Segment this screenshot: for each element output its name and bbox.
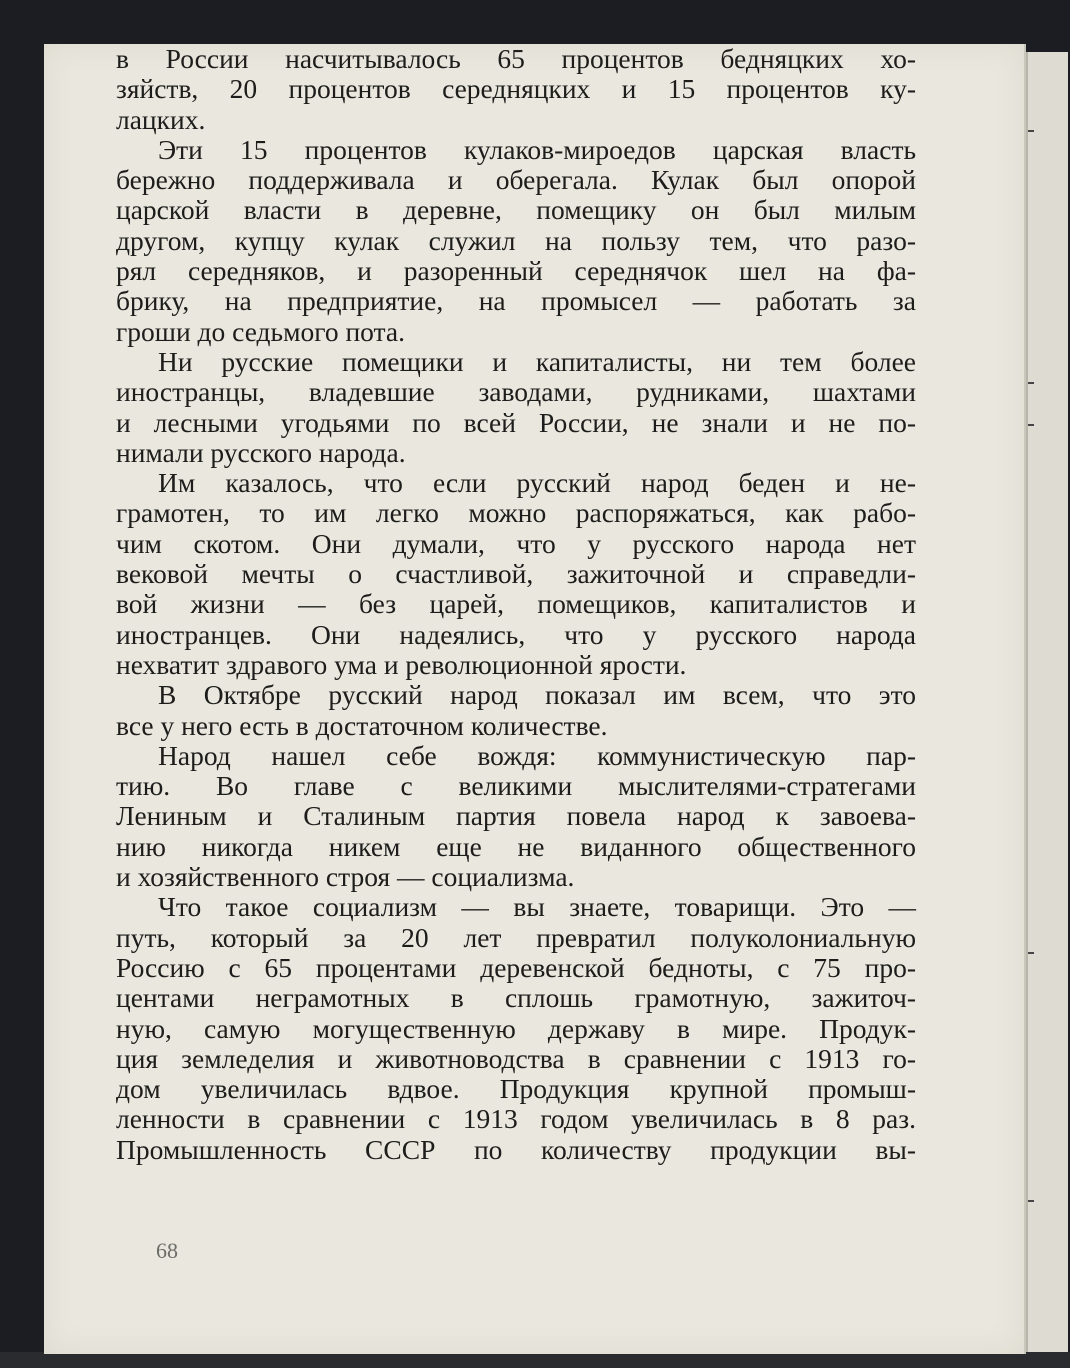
- page-edge-mark: [1028, 382, 1034, 384]
- text-line: другом, купцу кулак служил на пользу тем, что разо-: [116, 224, 916, 256]
- text-line: все у него есть в достаточном количестве.: [116, 709, 608, 741]
- page-number: 68: [156, 1238, 178, 1263]
- text-line: ную, самую могущественную державу в мире. Продук-: [116, 1012, 916, 1044]
- text-line: нию никогда никем еще не виданного общественного: [116, 830, 916, 862]
- text-line: нимали русского народа.: [116, 436, 406, 468]
- text-line: и хозяйственного строя — социализма.: [116, 861, 575, 893]
- text-line: Эти 15 процентов кулаков-мироедов царская власть: [158, 133, 916, 165]
- adjacent-page-edge: [1026, 52, 1068, 1352]
- text-line: брику, на предприятие, на промысел — работать за: [116, 285, 916, 317]
- scan-bottom-edge: [0, 1352, 1070, 1368]
- text-line: Промышленность СССР по количеству продукции вы-: [116, 1133, 916, 1165]
- text-line: ция земледелия и животноводства в сравнении с 1913 го-: [116, 1042, 916, 1074]
- page-edge-mark: [1028, 424, 1034, 426]
- text-line: чим скотом. Они думали, что у русского народа нет: [116, 527, 916, 559]
- text-line: лацких.: [116, 103, 206, 135]
- text-line: грамотен, то им легко можно распоряжаться, как рабо-: [116, 497, 916, 529]
- text-line: Ни русские помещики и капиталисты, ни тем более: [158, 345, 916, 377]
- text-line: и лесными угодьями по всей России, не знали и не по-: [116, 406, 916, 438]
- text-line: вековой мечты о счастливой, зажиточной и справедли-: [116, 558, 916, 590]
- text-line: Им казалось, что если русский народ беден и не-: [158, 467, 916, 499]
- text-line: дом увеличилась вдвое. Продукция крупной промыш-: [116, 1073, 916, 1105]
- text-line: зяйств, 20 процентов середняцких и 15 процентов ку-: [116, 73, 916, 105]
- page-edge-mark: [1028, 130, 1034, 132]
- text-line: рял середняков, и разоренный середнячок шел на фа-: [116, 255, 916, 287]
- page-edge-mark: [1028, 1200, 1034, 1202]
- text-line: тию. Во главе с великими мыслителями-стратегами: [116, 770, 916, 802]
- page-edge-mark: [1028, 952, 1034, 954]
- text-line: Россию с 65 процентами деревенской бедноты, с 75 про-: [116, 951, 916, 983]
- text-line: центами неграмотных в сплошь грамотную, зажиточ-: [116, 982, 916, 1014]
- text-line: путь, который за 20 лет превратил полуколониальную: [116, 921, 916, 953]
- text-line: в России насчитывалось 65 процентов бедняцких хо-: [116, 43, 916, 74]
- text-line: иностранцев. Они надеялись, что у русского народа: [116, 618, 916, 650]
- text-line: бережно поддерживала и оберегала. Кулак был опорой: [116, 164, 916, 196]
- text-line: ленности в сравнении с 1913 годом увеличилась в 8 раз.: [116, 1103, 916, 1135]
- text-line: иностранцы, владевшие заводами, рудниками, шахтами: [116, 376, 916, 408]
- text-line: царской власти в деревне, помещику он был милым: [116, 194, 916, 226]
- text-line: нехватит здравого ума и революционной ярости.: [116, 648, 687, 680]
- text-line: вой жизни — без царей, помещиков, капиталистов и: [116, 588, 916, 620]
- page-body-text: [116, 44, 916, 1165]
- text-line: Что такое социализм — вы знаете, товарищи. Это —: [158, 891, 916, 923]
- text-line: Народ нашел себе вождя: коммунистическую пар-: [158, 739, 916, 771]
- text-line: Лениным и Сталиным партия повела народ к завоева-: [116, 800, 916, 832]
- text-line: гроши до седьмого пота.: [116, 315, 405, 347]
- text-line: В Октябре русский народ показал им всем, что это: [158, 679, 916, 711]
